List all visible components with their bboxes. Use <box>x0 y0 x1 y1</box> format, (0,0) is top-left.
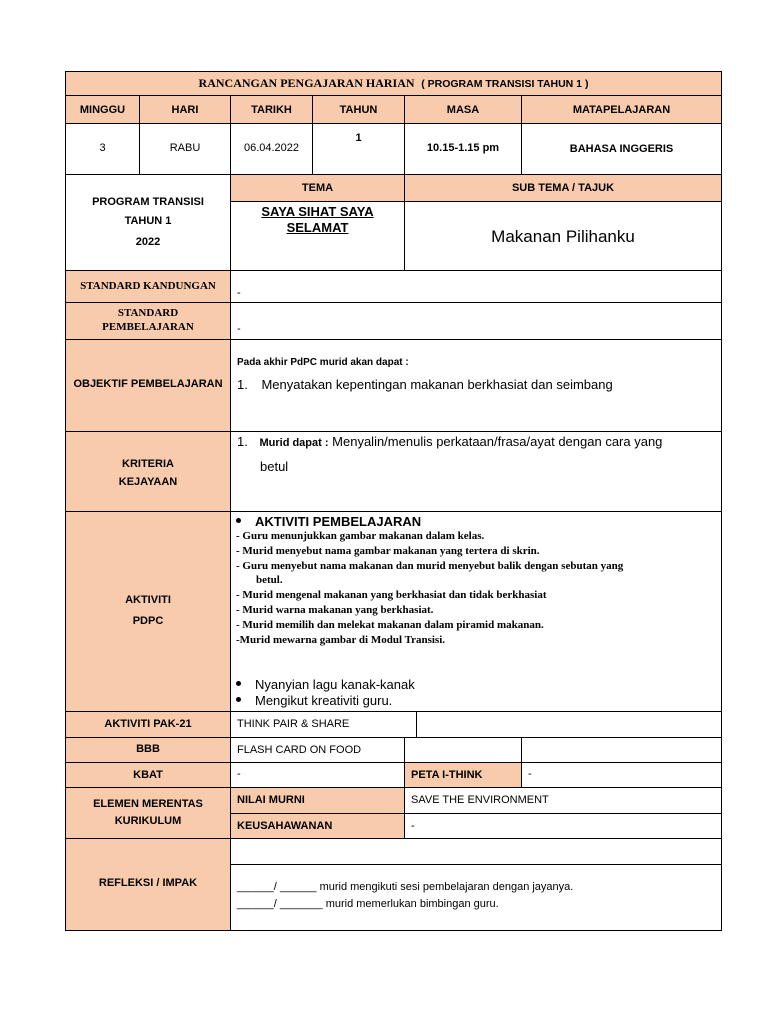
program-line1: PROGRAM TRANSISI <box>92 196 204 208</box>
title-sub: ( PROGRAM TRANSISI TAHUN 1 ) <box>421 78 589 90</box>
kriteria-item-text-line1: Menyalin/menulis perkataan/frasa/ayat dengan cara yang <box>332 434 663 449</box>
kriteria-item-text-line2: betul <box>260 459 289 474</box>
refleksi-top-cell <box>230 838 722 865</box>
page-title <box>66 77 721 91</box>
aktiviti-line-3: - Guru menyebut nama makanan dan murid menyebut balik dengan sebutan yang <box>236 560 624 572</box>
keusahawanan-label: KEUSAHAWANAN <box>237 820 333 832</box>
program-line3: 2022 <box>135 236 161 248</box>
hari-value: RABU <box>169 142 201 154</box>
elemen-label-line1: ELEMEN MERENTAS <box>93 798 203 810</box>
bbb-value: FLASH CARD ON FOOD <box>237 744 362 756</box>
peta-ithink-value-cell <box>521 762 722 788</box>
objektif-label-cell <box>65 339 231 432</box>
header-tahun-label: TAHUN <box>339 104 378 116</box>
aktiviti-label-cell <box>65 511 231 712</box>
header-minggu-label: MINGGU <box>79 104 126 116</box>
bbb-empty-cell-2 <box>521 737 722 763</box>
tema-value-line2: SELAMAT <box>286 220 349 235</box>
elemen-label-cell <box>65 787 231 839</box>
aktiviti-bullet-1-text: Nyanyian lagu kanak-kanak <box>255 677 415 692</box>
subtema-value: Makanan Pilihanku <box>491 227 635 246</box>
aktiviti-line-7: - Murid memilih dan melekat makanan dalam piramid makanan. <box>236 619 544 631</box>
standard-kandungan-label-cell <box>65 270 231 303</box>
nilai-murni-value-cell <box>404 787 722 814</box>
cell-matapelajaran <box>521 123 722 175</box>
bullet-icon <box>236 697 241 702</box>
header-matapelajaran-label: MATAPELAJARAN <box>572 104 671 116</box>
bullet-icon <box>236 518 241 523</box>
tema-value-line1: SAYA SIHAT SAYA <box>261 204 374 219</box>
cell-hari <box>139 123 231 175</box>
program-line2: TAHUN 1 <box>124 215 172 227</box>
cell-minggu <box>65 123 140 175</box>
aktiviti-line-5: - Murid mengenal makanan yang berkhasiat dan tidak berkhasiat <box>236 589 547 601</box>
pak21-value: THINK PAIR & SHARE <box>237 718 350 730</box>
subtema-header <box>404 174 722 202</box>
nilai-murni-label-cell <box>230 787 405 814</box>
aktiviti-line-8: -Murid mewarna gambar di Modul Transisi. <box>236 634 446 646</box>
aktiviti-bullet-1 <box>236 677 415 692</box>
peta-ithink-value: - <box>528 768 532 780</box>
kbat-label-cell <box>65 762 231 788</box>
aktiviti-heading-text: AKTIVITI PEMBELAJARAN <box>255 514 422 529</box>
bbb-value-cell <box>230 737 405 763</box>
standard-pembelajaran-label-line2: PEMBELAJARAN <box>102 321 194 333</box>
aktiviti-label-line1: AKTIVITI <box>125 594 171 606</box>
pak21-value-cell <box>230 711 417 738</box>
bbb-empty-cell-1 <box>404 737 522 763</box>
refleksi-value-cell <box>230 864 722 931</box>
kbat-label: KBAT <box>133 769 163 781</box>
kbat-value-cell <box>230 762 405 788</box>
bbb-label: BBB <box>136 743 160 755</box>
pak21-label-cell <box>65 711 231 738</box>
header-tarikh <box>230 95 313 124</box>
aktiviti-line-4: betul. <box>256 574 283 586</box>
aktiviti-line-1: - Guru menunjukkan gambar makanan dalam kelas. <box>236 530 485 542</box>
matapelajaran-value: BAHASA INGGERIS <box>569 143 674 155</box>
keusahawanan-label-cell <box>230 813 405 839</box>
aktiviti-line-6: - Murid warna makanan yang berkhasiat. <box>236 604 434 616</box>
header-masa <box>404 95 522 124</box>
standard-kandungan-value: - <box>237 287 241 299</box>
kriteria-label-line2: KEJAYAAN <box>118 476 178 488</box>
standard-pembelajaran-value: - <box>237 323 241 335</box>
header-hari-label: HARI <box>171 104 199 116</box>
masa-value: 10.15-1.15 pm <box>426 142 500 154</box>
title-main: RANCANGAN PENGAJARAN HARIAN <box>198 76 415 90</box>
standard-kandungan-value-cell <box>230 270 722 303</box>
elemen-label-line2: KURIKULUM <box>114 815 182 827</box>
peta-ithink-label-cell <box>404 762 522 788</box>
bbb-label-cell <box>65 737 231 763</box>
kriteria-item-number: 1. <box>237 434 248 449</box>
nilai-murni-value: SAVE THE ENVIRONMENT <box>411 794 549 806</box>
refleksi-line2: ______/ _______ murid memerlukan bimbingan guru. <box>237 898 499 910</box>
cell-tahun <box>312 123 405 175</box>
pak21-empty-cell <box>416 711 722 738</box>
title-cell <box>65 71 722 96</box>
standard-pembelajaran-label-cell <box>65 302 231 340</box>
kriteria-label-line1: KRITERIA <box>122 458 174 470</box>
kbat-value: - <box>237 768 241 780</box>
aktiviti-label-line2: PDPC <box>132 615 164 627</box>
tema-value <box>231 204 404 236</box>
tema-header <box>230 174 405 202</box>
standard-pembelajaran-value-cell <box>230 302 722 340</box>
nilai-murni-label: NILAI MURNI <box>237 794 305 806</box>
kriteria-label-cell <box>65 431 231 512</box>
subtema-label: SUB TEMA / TAJUK <box>511 182 615 194</box>
minggu-value: 3 <box>99 142 106 154</box>
header-hari <box>139 95 231 124</box>
keusahawanan-value: - <box>411 820 415 832</box>
standard-pembelajaran-label-line1: STANDARD <box>117 307 179 319</box>
subtema-cell <box>404 201 722 271</box>
tarikh-value: 06.04.2022 <box>243 142 300 154</box>
refleksi-line1: ______/ ______ murid mengikuti sesi pembelajaran dengan jayanya. <box>237 881 574 893</box>
tema-label: TEMA <box>301 182 334 194</box>
header-tahun <box>312 95 405 124</box>
aktiviti-heading <box>236 514 421 529</box>
standard-kandungan-label: STANDARD KANDUNGAN <box>80 280 216 292</box>
objektif-item-text: Menyatakan kepentingan makanan berkhasiat dan seimbang <box>261 377 613 392</box>
objektif-intro: Pada akhir PdPC murid akan dapat : <box>237 357 409 368</box>
header-matapelajaran <box>521 95 722 124</box>
peta-ithink-label: PETA I-THINK <box>411 769 483 781</box>
program-cell <box>65 174 231 271</box>
aktiviti-bullet-2 <box>236 693 392 708</box>
refleksi-label-cell <box>65 838 231 931</box>
tema-cell <box>230 201 405 271</box>
kriteria-item <box>237 434 662 451</box>
tahun-value: 1 <box>355 132 362 144</box>
aktiviti-bullet-2-text: Mengikut kreativiti guru. <box>255 693 393 708</box>
keusahawanan-value-cell <box>404 813 722 839</box>
kriteria-value-cell <box>230 431 722 512</box>
header-minggu <box>65 95 140 124</box>
objektif-value-cell <box>230 339 722 432</box>
objektif-item <box>237 377 613 392</box>
pak21-label: AKTIVITI PAK-21 <box>104 718 192 730</box>
header-tarikh-label: TARIKH <box>251 104 292 116</box>
refleksi-label: REFLEKSI / IMPAK <box>98 877 198 889</box>
cell-tarikh <box>230 123 313 175</box>
aktiviti-line-2: - Murid menyebut nama gambar makanan yang tertera di skrin. <box>236 545 540 557</box>
bullet-icon <box>236 681 241 686</box>
objektif-item-number: 1. <box>237 377 248 392</box>
cell-masa <box>404 123 522 175</box>
kriteria-item-bold: Murid dapat : <box>259 437 329 449</box>
header-masa-label: MASA <box>446 104 480 116</box>
objektif-label: OBJEKTIF PEMBELAJARAN <box>73 378 223 390</box>
